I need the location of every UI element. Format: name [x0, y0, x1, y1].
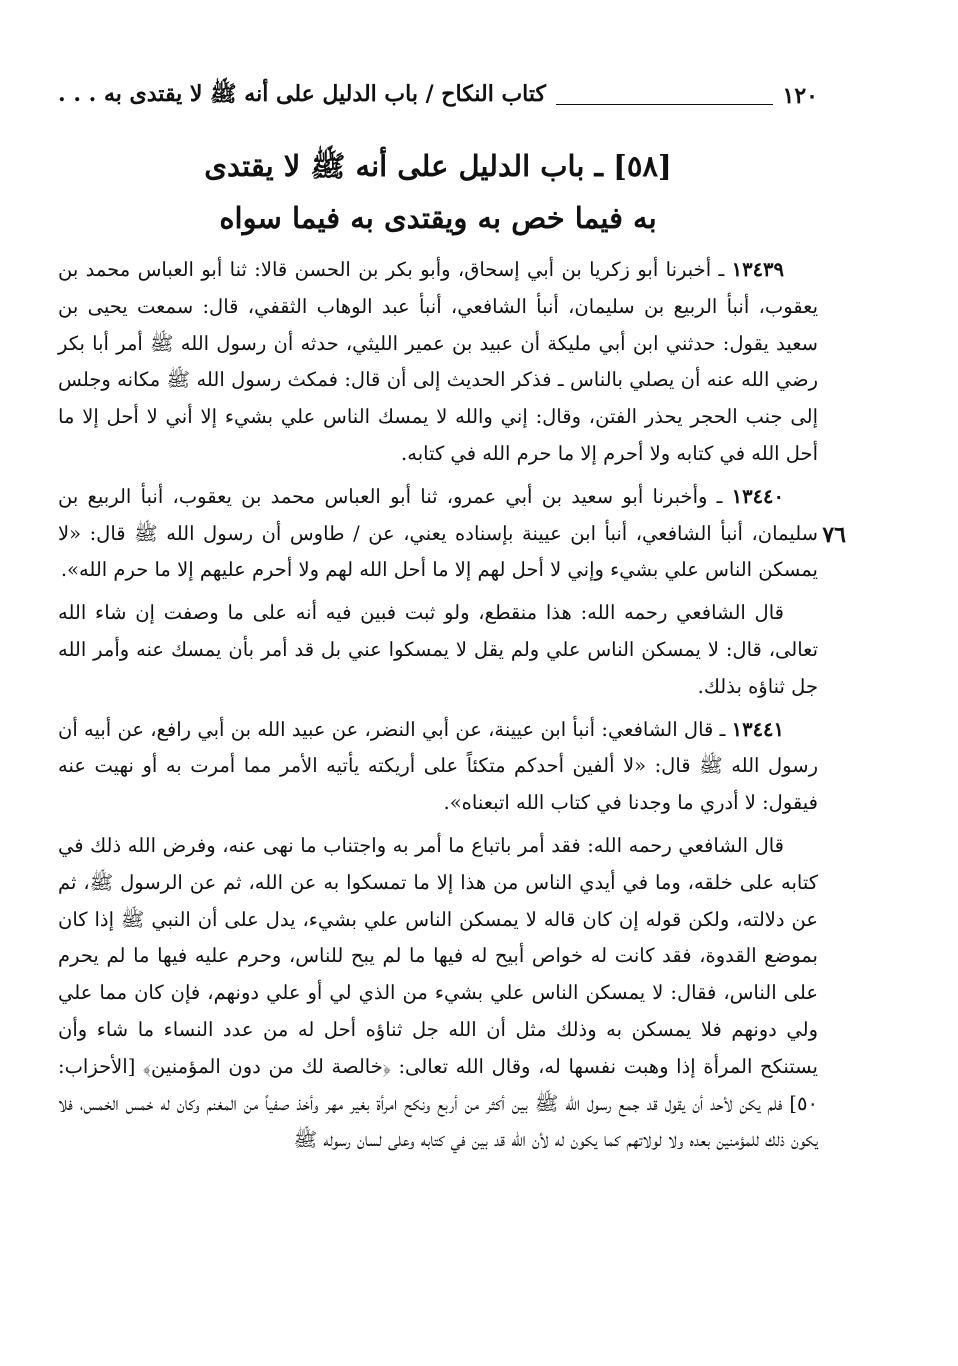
page-number: ١٢٠: [782, 83, 818, 109]
chapter-title-line-2: به فيما خص به ويقتدى به فيما سواه: [219, 201, 657, 235]
paragraph-text: ـ وأخبرنا أبو سعيد بن أبي عمرو، ثنا أبو العباس محمد بن يعقوب، أنبأ الربيع بن سليمان، أنبأ الشافعي، أنبأ ابن عيينة بإسناده يعني، عن / طاوس أن رسول الله ﷺ قال: «لا يمسكن الناس علي بشيء وإني لا أحل لهم إلا ما أحل الله لهم ولا أحرم عليهم إلا ما حرم الله».: [58, 484, 818, 582]
running-title: كتاب النكاح / باب الدليل على أنه ﷺ لا يقتدى به . . .: [58, 81, 546, 107]
paragraph-text: قال الشافعي رحمه الله: هذا منقطع، ولو ثبت فبين فيه أنه على ما وصفت إن شاء الله تعالى، قال: لا يمسكن الناس علي ولم يقل لا يمسكوا عني بل قد أمر بأن يمسك عنه وأمر الله جل ثناؤه بذلك.: [58, 601, 818, 698]
commentary-paragraph: [58, 595, 818, 705]
body-text: [58, 252, 846, 1165]
hadith-paragraph: [58, 479, 846, 589]
paragraph-text: ـ قال الشافعي: أنبأ ابن عيينة، عن أبي النضر، عن عبيد الله بن أبي رافع، عن أبيه أن رسول الله ﷺ قال: «لا ألفين أحدكم متكئاً على أريكته يأتيه الأمر مما أمرت به أو نهيت عنه فيقول: لا أدري ما وجدنا في كتاب الله اتبعناه».: [58, 717, 818, 815]
chapter-heading: [58, 140, 818, 244]
book-page: [58, 0, 846, 1366]
margin-page-marker: ٧٦: [822, 521, 846, 548]
hadith-paragraph: [58, 712, 818, 822]
hadith-number: ١٣٤٣٩: [731, 258, 785, 281]
header-rule: [556, 104, 773, 105]
paragraph-text: ـ أخبرنا أبو زكريا بن أبي إسحاق، وأبو بكر بن الحسن قالا: ثنا أبو العباس محمد بن يعقوب، أنبأ الربيع بن سليمان، أنبأ الشافعي، أنبأ عبد الوهاب الثقفي، قال: سمعت يحيى بن سعيد يقول: حدثني ابن أبي مليكة أن عبيد بن عمير الليثي، حدثه أن رسول الله ﷺ أمر أبا بكر رضي الله عنه أن يصلي بالناس ـ فذكر الحديث إلى أن قال: فمكث رسول الله ﷺ مكانه وجلس إلى جنب الحجر يحذر الفتن، وقال: إني والله لا يمسك الناس علي بشيء إلا أني لا أحل إلا ما أحل الله في كتابه ولا أحرم إلا ما حرم الله في كتابه.: [58, 258, 818, 465]
hadith-number: ١٣٤٤٠: [731, 484, 784, 508]
page-header: [58, 74, 818, 118]
hadith-paragraph: [58, 252, 818, 473]
paragraph-text: قال الشافعي رحمه الله: فقد أمر باتباع ما أمر به واجتناب ما نهى عنه، وفرض الله ذلك في كتابه على خلقه، وما في أيدي الناس من هذا إلا ما تمسكوا به عن الله، ثم عن الرسول ﷺ، ثم عن دلالته، ولكن قوله إن كان قاله لا يمسكن الناس علي بشيء، يدل على أن النبي ﷺ إذا كان بموضع القدوة، فقد كانت له خواص أبيح له فيها ما لم يبح للناس، وحرم عليه فيها ما لم يحرم على الناس، فقال: لا يمسكن الناس علي بشيء من الذي لي أو علي دونهم، فإن كان مما علي ولي دونهم فلا يمسكن به وذلك مثل أن الله جل ثناؤه أحل له من عدد النساء ما شاء وأن يستنكح المرأة إذا وهبت نفسها له، وقال الله تعالى: ﴿خالصة لك من دون المؤمنين﴾ [الأحزاب: ٥٠] فلم يكن لأحد أن يقول قد جمع رسول الله ﷺ بين أكثر من أربع ونكح امرأة بغير مهر وأخذ صفياً من المغنم وكان له خمس الخمس، فلا يكون ذلك للمؤمنين بعده ولا لولاتهم كما يكون له لأن الله قد بين في كتابه وعلى لسان رسوله ﷺ: [58, 833, 818, 1152]
commentary-paragraph: [58, 828, 818, 1159]
hadith-number: ١٣٤٤١: [731, 717, 784, 741]
chapter-title-line-1: [٥٨] ـ باب الدليل على أنه ﷺ لا يقتدى: [204, 149, 672, 183]
